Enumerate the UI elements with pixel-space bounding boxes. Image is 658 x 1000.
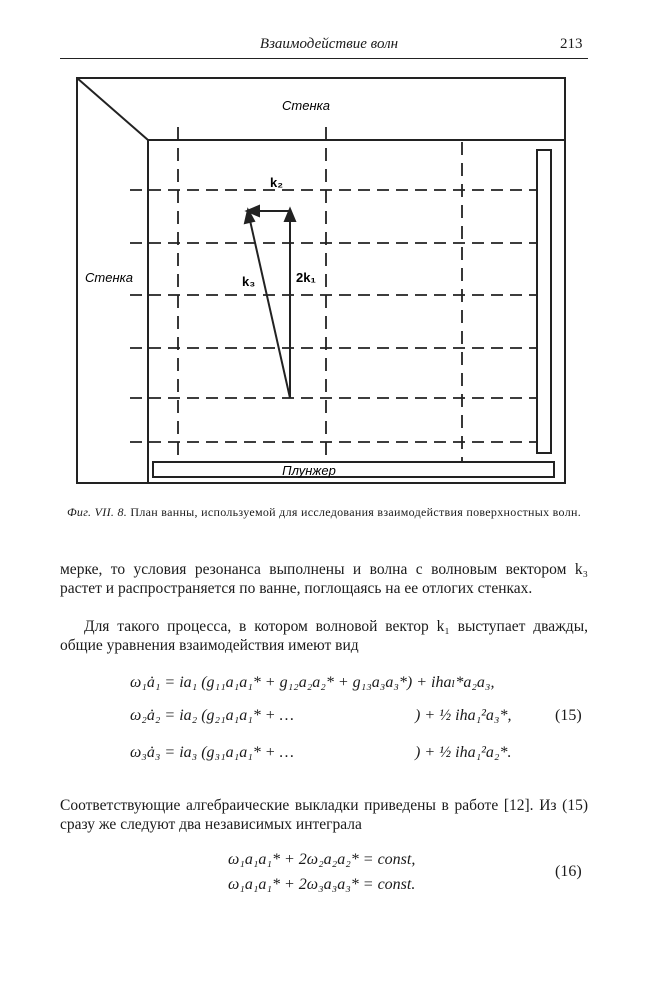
equation-15-line-3-right: ) + ½ iha₁²a₂*. [415,744,512,761]
label-top-wall: Стенка [282,98,330,113]
label-left-wall: Стенка [85,270,133,285]
paragraph-integrals: Соответствующие алгебраические выкладки приведены в работе [12]. Из (15) сразу же следуют два независимых интеграла [60,797,588,833]
corner-diagonal [77,78,148,140]
equation-15-number: (15) [555,707,582,724]
paragraph-process: Для такого процесса, в котором волновой вектор k₁ выступает дважды, общие уравнения взаимодействия имеют вид [60,618,588,654]
label-k3: k₃ [242,274,256,289]
equation-16-line-1: ω₁a₁a₁* + 2ω₂a₂a₂* = const, [228,851,416,868]
paragraph-continuation: мерке, то условия резонанса выполнены и волна с волновым вектором k₃ растет и распространяется по ванне, поглощаясь на ее отлогих стенках. [60,561,588,597]
page-number: 213 [560,36,583,52]
equation-16-line-2: ω₁a₁a₁* + 2ω₃a₃a₃* = const. [228,876,416,893]
plunger-rect [153,462,554,477]
figure-caption [60,505,588,520]
equation-16-number: (16) [555,863,582,880]
label-plunger: Плунжер [282,463,336,478]
equation-15-line-2-left: ω₂ȧ₂ = ia₂ (g₂₁a₁a₁* + … [130,707,294,724]
equation-15-line-1: ω₁ȧ₁ = ia₁ (g₁₁a₁a₁* + g₁₂a₂a₂* + g₁₃a₃a₃*) + ihaₗ*a₂a₃, [130,674,495,691]
running-header: Взаимодействие волн [259,36,399,52]
label-k2: k₂ [270,175,284,190]
equation-15-line-3-left: ω₃ȧ₃ = ia₃ (g₃₁a₁a₁* + … [130,744,294,761]
caption-text: План ванны, используемой для исследования взаимодействия поверхностных волн. [130,505,582,519]
label-2k1: 2k₁ [296,270,316,285]
outer-frame [77,78,565,483]
caption-prefix: Фиг. VII. 8. [66,505,128,519]
side-absorber [537,150,551,453]
equation-15-line-2-right: ) + ½ iha₁²a₃*, [415,707,512,724]
